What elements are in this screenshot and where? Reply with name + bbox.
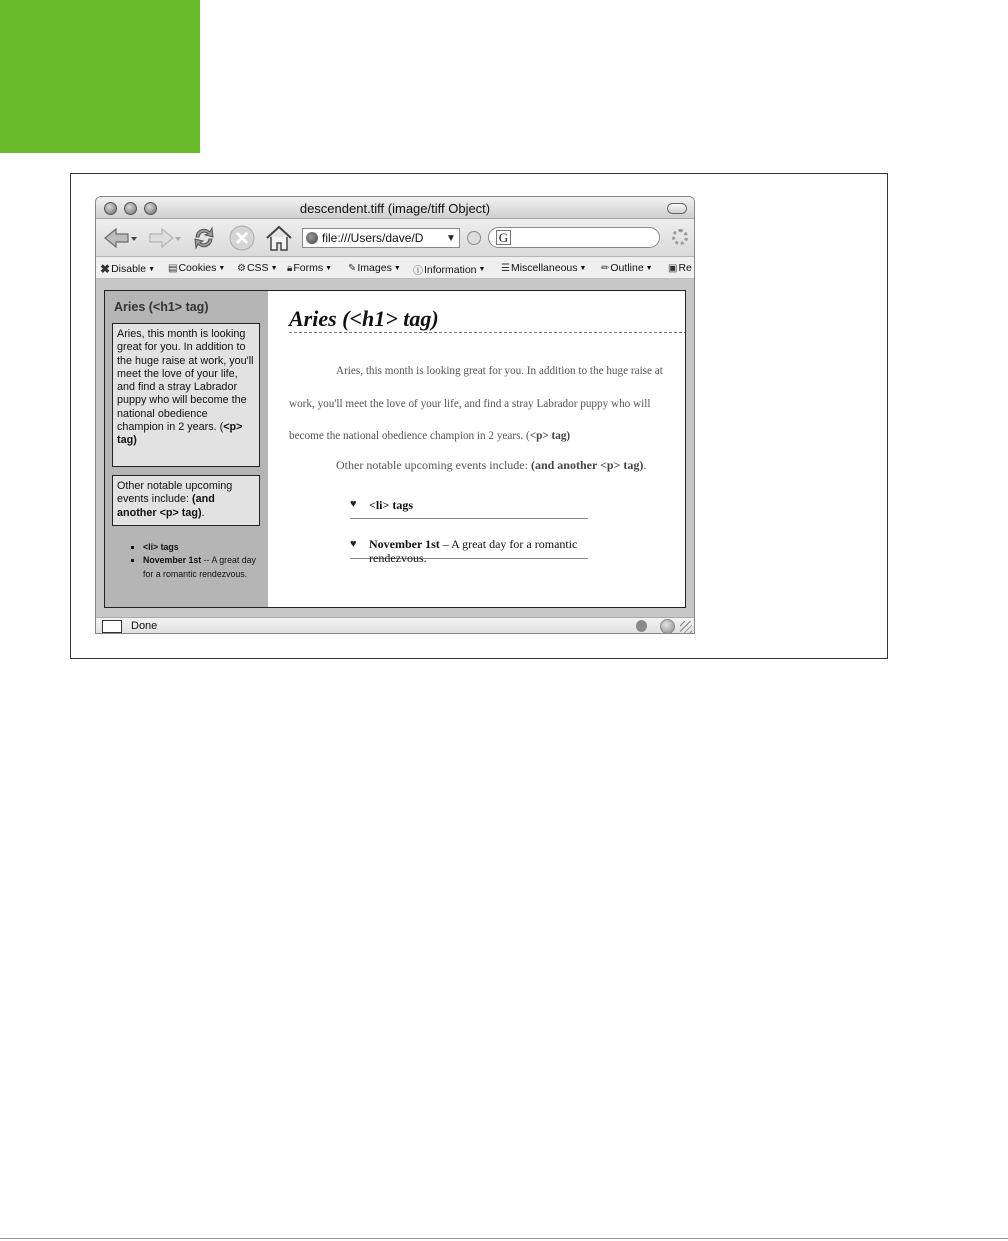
chevron-down-icon: ▼ [148, 265, 156, 273]
main-preview [268, 291, 686, 607]
images-icon: ✎ [348, 262, 357, 274]
page-title: Aries (<h1> tag) [289, 306, 439, 331]
globe-icon[interactable] [660, 619, 675, 634]
forward-arrow-icon [146, 225, 182, 251]
sidebar-p2-tag: (and another <p> tag) [117, 493, 215, 519]
url-field[interactable] [302, 228, 460, 248]
sidebar-p2-end: . [201, 506, 205, 519]
back-arrow-icon [102, 225, 138, 251]
globe-icon [306, 232, 318, 244]
google-search-icon[interactable]: G [496, 230, 511, 245]
status-text: Done [131, 620, 158, 632]
go-button[interactable] [467, 231, 481, 245]
status-bar [96, 617, 694, 634]
list-item [131, 554, 259, 581]
main-li2-bold: November 1st [369, 537, 440, 551]
sidebar-li2-text: -- A great day for a romantic rendezvous. [143, 555, 256, 579]
resize-handle-icon[interactable] [680, 621, 692, 633]
page-content [104, 290, 686, 608]
css-menu[interactable] [237, 262, 278, 274]
search-input[interactable] [488, 227, 660, 248]
spinner-icon [672, 229, 688, 245]
info-icon: ⓘ [413, 266, 423, 277]
url-text: file:///Users/dave/D [322, 231, 424, 245]
sidebar-heading: Aries (<h1> tag) [114, 300, 209, 314]
main-paragraph-2 [336, 458, 686, 473]
back-button[interactable] [102, 225, 138, 251]
information-label: Information [424, 263, 477, 276]
resize-icon: ▣ [668, 262, 678, 274]
url-dropdown-icon[interactable]: ▼ [446, 232, 456, 244]
page-bottom-rule [0, 1238, 1008, 1239]
main-p2-tag: (and another <p> tag) [530, 458, 644, 472]
sidebar-preview [105, 291, 268, 607]
page-viewport [96, 279, 694, 617]
resize-menu[interactable] [668, 262, 692, 274]
main-list [350, 495, 588, 565]
sidebar-paragraph-2 [112, 475, 260, 526]
sidebar-p1-text: Aries, this month is looking great for you. In addition to the huge raise at work, you'll meet the love of your life, and find a stray Labrador puppy who will become the national obedience champion in 2 years. ( [117, 328, 254, 434]
miscellaneous-icon: ☰ [501, 262, 510, 274]
heart-icon: ♥ [350, 498, 357, 510]
cookies-label: Cookies [178, 262, 217, 274]
toolbar-toggle-button[interactable] [667, 203, 687, 214]
miscellaneous-menu[interactable] [501, 262, 586, 274]
outline-menu[interactable] [601, 262, 653, 274]
stop-button[interactable] [228, 224, 256, 252]
title-bar [96, 197, 694, 219]
outline-label: Outline [610, 262, 644, 274]
chevron-down-icon: ▼ [218, 264, 226, 272]
sidebar-paragraph-1 [112, 323, 260, 467]
images-label: Images [357, 262, 392, 274]
cookies-menu[interactable] [168, 262, 225, 274]
css-label: CSS [246, 262, 269, 274]
browser-window [95, 196, 695, 634]
sidebar-list [131, 541, 259, 581]
disable-menu[interactable] [100, 262, 155, 276]
home-button[interactable] [264, 223, 294, 253]
main-p2-text: Other notable upcoming events include: [336, 458, 531, 472]
list-item [350, 495, 588, 519]
main-p2-end: . [643, 458, 647, 472]
forward-button[interactable] [146, 225, 182, 251]
disable-label: Disable [111, 263, 147, 275]
resize-label: Re [678, 262, 692, 274]
heading-divider [289, 332, 686, 333]
main-li2-text: – A great day for a romantic rendezvous. [369, 537, 578, 565]
list-item [350, 519, 588, 565]
chevron-down-icon: ▼ [478, 266, 486, 273]
forms-label: Forms [293, 262, 324, 274]
home-icon [264, 223, 294, 253]
sidebar-p1-tag: <p> tag) [117, 421, 243, 447]
disable-icon: ✖ [100, 262, 111, 276]
stop-icon [228, 224, 256, 252]
lock-icon: 🔒︎ [287, 262, 293, 274]
main-p1-tag: <p> tag) [529, 430, 571, 442]
sidebar-li1: <li> tags [143, 542, 179, 552]
miscellaneous-label: Miscellaneous [510, 262, 578, 274]
reload-icon [190, 224, 218, 252]
main-paragraph-1 [289, 355, 686, 453]
window-title: descendent.tiff (image/tiff Object) [299, 201, 491, 216]
chevron-down-icon: ▼ [270, 264, 278, 272]
pencil-icon: ✏︎ [601, 262, 610, 274]
sidebar-p2-text: Other notable upcoming events include: [117, 480, 233, 506]
css-icon: ⚙ [237, 262, 246, 274]
reload-button[interactable] [190, 224, 218, 252]
web-developer-toolbar [96, 257, 694, 279]
chevron-down-icon: ▼ [393, 264, 401, 272]
sidebar-li2-bold: November 1st [143, 555, 202, 566]
main-li1: <li> tags [369, 498, 414, 512]
list-item [131, 541, 259, 554]
chevron-down-icon: ▼ [325, 264, 333, 272]
chevron-down-icon: ▼ [579, 264, 587, 272]
information-menu[interactable] [413, 262, 485, 277]
heart-icon: ♥ [350, 538, 357, 550]
forms-menu[interactable] [287, 262, 332, 274]
navigation-toolbar [96, 219, 694, 257]
pen-icon[interactable] [636, 620, 647, 632]
images-menu[interactable] [348, 262, 401, 274]
chevron-down-icon: ▼ [645, 264, 653, 272]
status-panel-icon [102, 620, 122, 633]
chapter-color-block [0, 0, 200, 153]
cookies-icon: ▤ [168, 262, 178, 274]
main-p1-text: Aries, this month is looking great for you. In addition to the huge raise at work, you'll meet the love of your life, and find a stray Labrador puppy who will become the national obedience champion in 2 years. ( [289, 365, 663, 442]
